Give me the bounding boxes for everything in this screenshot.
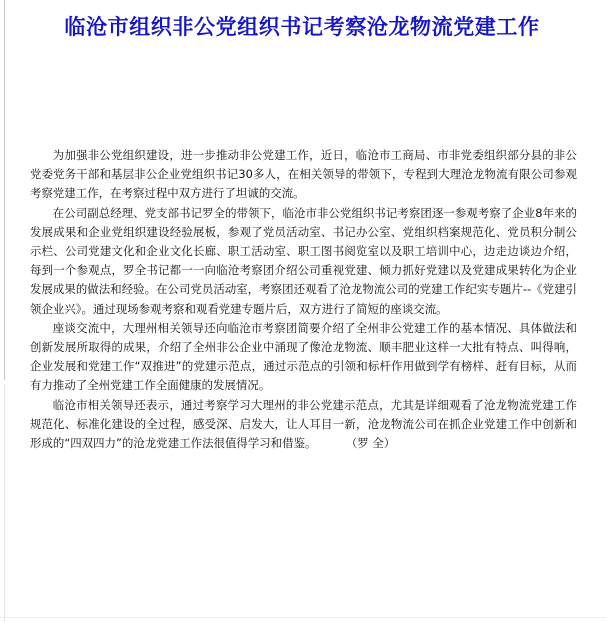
article-body — [30, 146, 577, 453]
article-paragraph-2: 在公司副总经理、党支部书记罗全的带领下，临沧市非公党组织书记考察团逐一参观考察了企业8年来的发展成果和企业党组织建设经验展板，参观了党员活动室、书记办公室、党组织档案规范化、党员积分制公示栏、公司党建文化和企业文化长廊、职工活动室、职工图书阅览室以及职工培训中心，边走边谈边介绍，每到一个参观点，罗全书记都一一向临沧考察团介绍公司重视党建、倾力抓好党建以及党建成果转化为企业发展成果的做法和经验。在公司党员活动室，考察团还观看了沧龙物流公司的党建工作纪实专题片--《党建引领企业兴》。通过现场参观考察和观看党建专题片后，双方进行了简短的座谈交流。 — [30, 205, 577, 316]
article-title: 临沧市组织非公党组织书记考察沧龙物流党建工作 — [64, 15, 540, 39]
article-paragraph-3: 座谈交流中，大理州相关领导还向临沧市考察团简要介绍了全州非公党建工作的基本情况、具体做法和创新发展所取得的成果，介绍了全州非公企业中涌现了像沧龙物流、顺丰肥业这样一大批有特点、叫得响，企业发展和党建工作“双推进”的党建示范点，通过示范点的引领和标杆作用做到学有榜样、赶有目标，从而有力推动了全州党建工作全面健康的发展情况。 — [30, 320, 577, 393]
author-byline-spacer — [316, 436, 345, 450]
article-paragraph-1: 为加强非公党组织建设，进一步推动非公党建工作，近日，临沧市工商局、市非党委组织部分县的非公党委党务干部和基层非公企业党组织书记30多人，在相关领导的带领下，专程到大理沧龙物流有限公司参观考察党建工作，在考察过程中双方进行了坦诚的交流。 — [30, 148, 577, 201]
article-paragraph-4-text: 临沧市相关领导还表示，通过考察学习大理州的非公党建示范点，尤其是详细观看了沧龙物流党建工作规范化、标准化建设的全过程，感受深、启发大，让人耳目一新，沧龙物流公司在抓企业党建工作中创新和形成的“四双四力”的沧龙党建工作法很值得学习和借鉴。 — [30, 397, 577, 451]
left-border-line — [4, 0, 5, 380]
bottom-divider — [0, 617, 606, 618]
article-paragraph-4 — [30, 396, 577, 454]
left-border-line-lower — [4, 384, 5, 622]
author-byline: （罗 全） — [345, 436, 396, 451]
